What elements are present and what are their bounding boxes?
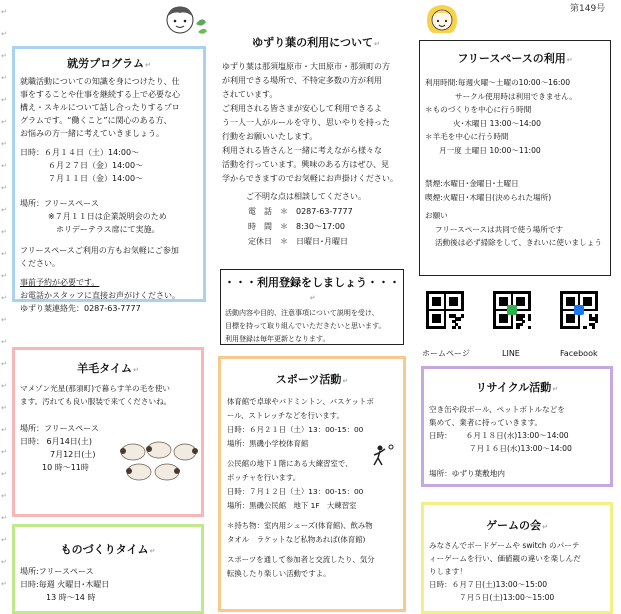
line-link-label[interactable]: LINE xyxy=(502,349,520,358)
employment-note-1: ※７月１１日は企業説明会のため xyxy=(48,212,167,221)
game-body: みなさんでボードゲームや switch のパーテ ィーゲームを行い、価値観の違いを楽しんだ りします！ xyxy=(429,541,581,576)
wool-dates: 日時： 6月14日(土) 7月12日(土) 10 時～11時 xyxy=(20,437,96,472)
facebook-qr-code[interactable] xyxy=(560,291,598,329)
sports-box xyxy=(218,356,406,612)
freespace-lines: 利用時間:毎週火曜～土曜の10:00～16:00 サークル使用時は利用できません。 ＊ものづくりを中心に行う時間 火･木曜日 13:00～14:00 ＊羊毛を中心に行う時間 月一度 土曜日 10:00～11:00 禁煙:水曜日･金曜日･土曜日 喫煙:火曜日･木曜日(決められた場所) お願い フリースペースは共同で使う場所です 活動後は必ず掃除をして、きれいに使いましょう xyxy=(425,78,602,247)
employment-program-box xyxy=(12,46,206,313)
employment-place: 場所：フリースペース xyxy=(20,199,99,208)
wool-body: マメゾン光星(那須町)で暮らす羊の毛を使い ます。汚れても良い服装で来てくださいね。 xyxy=(20,384,172,406)
game-box xyxy=(421,502,613,614)
recycle-dates: 日時： ６月１８日(水)13:00～14:00 ７月１６日(水)13:00～14:00 xyxy=(429,431,572,453)
wool-title: 羊毛タイム ↵ xyxy=(15,360,201,376)
wool-place: 場所：フリースペース xyxy=(20,424,99,433)
about-body: ゆずり葉は那須塩原市・大田原市・那須町の方 が利用できる場所で、不特定多数の方が利用 されています。 ご利用される皆さまが安心して利用できるよ う一人一人がルールを守り、思いやりを持った 行動をお願いいたします。 利用される皆さんと一緒に考えながら様々な 活動を行っています。興味のある方はぜひ、見 学からできますのでお気軽にお声掛けください。 xyxy=(222,62,398,183)
sheep-illustration xyxy=(115,438,201,488)
employment-body: 就職活動についての知識を身につけたり、仕 事をすることや仕事を継続する上で必要な心 構え・スキルについて話し合ったりするプロ グラムです。“働くこと”に関心のある方、 お悩みの方一緒に考えていきましょう。 xyxy=(20,77,180,138)
monozukuri-title: ものづくりタイム ↵ xyxy=(15,541,201,557)
about-title: ゆずり葉の利用について ↵ xyxy=(222,34,410,50)
girl-face-illustration xyxy=(422,2,462,36)
recycle-title: リサイクル活動 ↵ xyxy=(424,379,610,395)
registration-title: ・・・利用登録をしましょう・・・ ↵ xyxy=(221,274,403,303)
about-closed: 定休日 ＊ 日曜日･月曜日 xyxy=(248,237,348,246)
monozukuri-dates: 日時:毎週 火曜日･木曜日 13 時～14 時 xyxy=(20,580,110,602)
about-section xyxy=(222,34,410,249)
homepage-qr-code[interactable] xyxy=(426,291,464,329)
monozukuri-place: 場所:フリースペース xyxy=(20,567,94,576)
sports-body: 体育館で卓球やバドミントン、バスケットボ ール、ストレッチなどを行います。 日時：６月２１日（土）13：00-15：00 場所：黒磯小学校体育館 公民館の地下１階にある大練習室で、 ボッチャを行います。 日時：７月１２日（土）13：00-15：00 場所：黒磯公民館 地下 1F 大練習室 ＊持ち物：室内用シューズ(体育館)、飲み物 タオル ラケットなど私物あれば(体育館) スポーツを通して参加者と交流したり、気分 転換したり楽しい活動ですよ。 xyxy=(227,397,375,578)
employment-dates: 日時：６月１４日（土）14:00～ ６月２７日（金）14:00～ ７月１１日（金）14:00～ xyxy=(20,148,144,183)
freespace-title: フリースペースの利用 ↵ xyxy=(420,50,610,66)
paragraph-marks: ↵ ↵ ↵ ↵ ↵ ↵ ↵ ↵ ↵ ↵ ↵ ↵ ↵ ↵ ↵ ↵ ↵ ↵ ↵ ↵ ↵ ↵ ↵ ↵ ↵ ↵ ↵ xyxy=(1,8,7,588)
recycle-body: 空き缶や段ボール、ペットボトルなどを 集めて、業者に持っていきます。 xyxy=(429,405,565,427)
employment-join: フリースペースご利用の方もお気軽にご参加 ください。 xyxy=(20,246,179,268)
about-phone: 電 話 ＊ 0287-63-7777 xyxy=(248,207,353,216)
employment-content xyxy=(15,71,203,315)
sports-title: スポーツ活動 ↵ xyxy=(221,371,403,387)
issue-number: 第149号 xyxy=(570,4,606,14)
monozukuri-box xyxy=(12,524,204,614)
registration-box xyxy=(220,269,404,345)
about-hours: 時 間 ＊ 8:30～17:00 xyxy=(248,222,346,231)
recycle-place: 場所：ゆずり葉敷地内 xyxy=(429,469,505,478)
employment-note-2: ホリデーテラス席にて実施。 xyxy=(56,225,160,234)
boy-face-illustration xyxy=(160,2,208,36)
employment-reservation: 事前予約が必要です。 お電話かスタッフに直接お声がけください。 ゆずり葉連絡先：0287-63-7777 xyxy=(20,278,180,313)
freespace-box xyxy=(419,40,611,276)
wool-time-box xyxy=(12,347,204,517)
recycle-box xyxy=(421,366,613,487)
homepage-link-label[interactable]: ホームページ xyxy=(422,349,470,358)
badminton-icon xyxy=(371,443,397,467)
game-dates: 日時：６月７日(土)13:00～15:00 ７月５日(土)13:00～15:00 xyxy=(429,580,555,602)
game-title: ゲームの会 ↵ xyxy=(424,517,610,533)
employment-title: 就労プログラム ↵ xyxy=(15,55,203,71)
registration-body: 活動内容や目的、注意事項について説明を受け、 目標を持って取り組んでいただきたいと思います。 利用登録は毎年更新となります。 xyxy=(225,309,386,343)
line-qr-code[interactable] xyxy=(493,291,531,329)
facebook-link-label[interactable]: Facebook xyxy=(560,349,598,358)
about-contact: ご不明な点は相談してください。 電 話 ＊ 0287-63-7777 時 間 ＊ 8:30～17:00 定休日 ＊ 日曜日･月曜日 xyxy=(222,189,410,249)
